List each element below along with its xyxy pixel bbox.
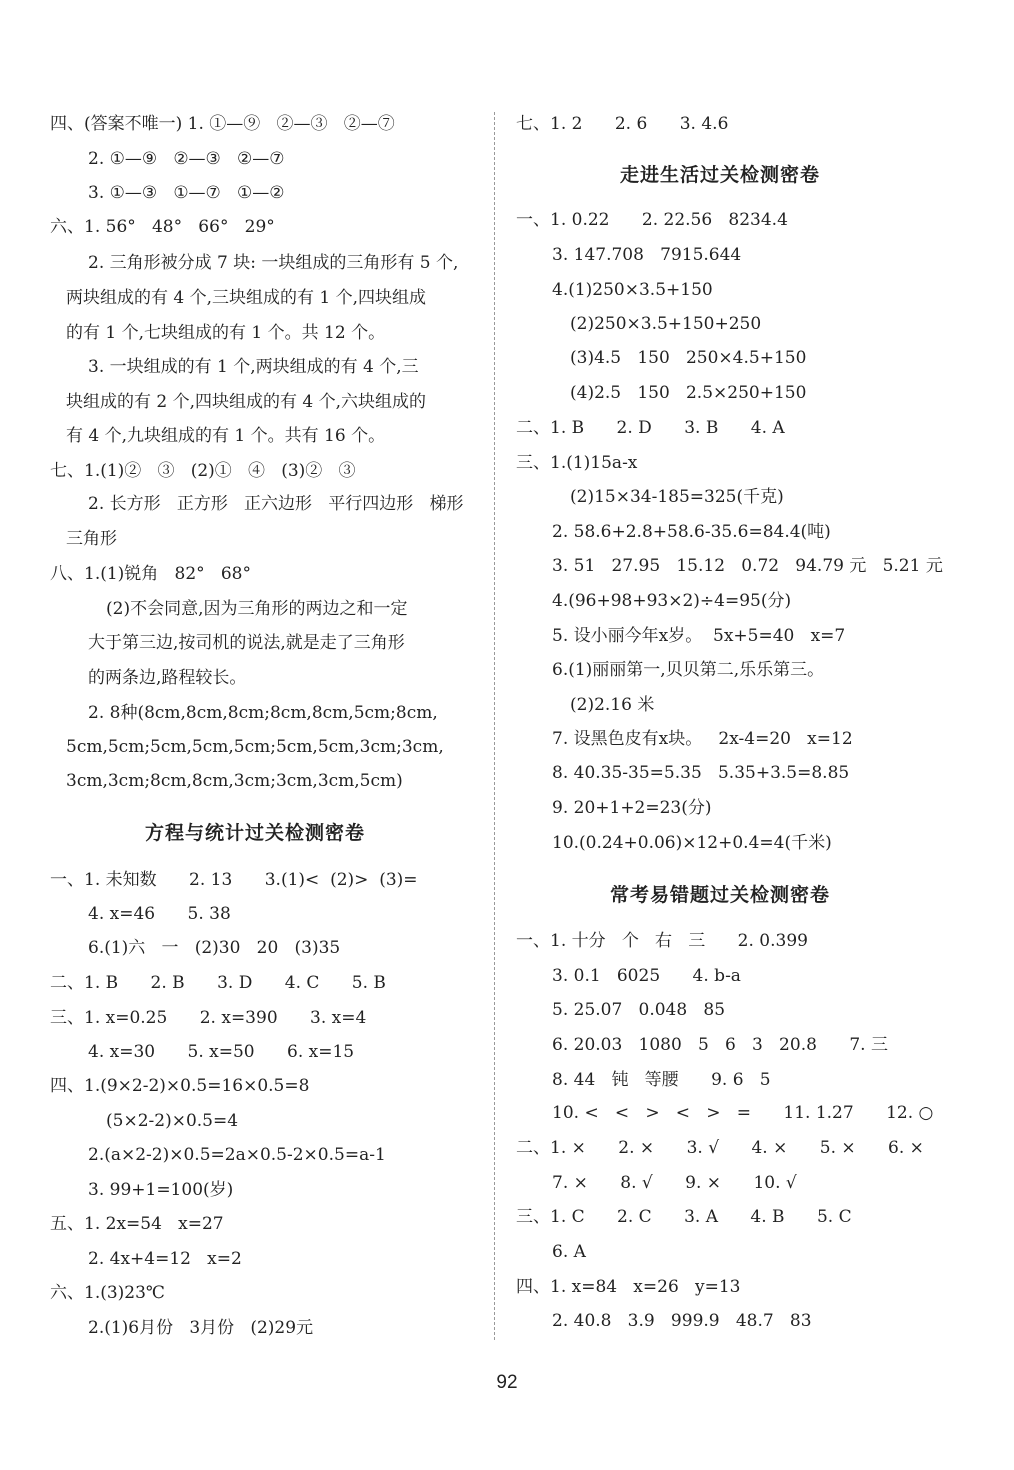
answer-line: 八、1.(1)锐角 82° 68° — [50, 564, 251, 584]
answer-line: 三、1. x=0.25 2. x=390 3. x=4 — [50, 1008, 367, 1028]
answer-line: 10. < < > < > = 11. 1.27 12. ○ — [552, 1103, 934, 1123]
answer-line: 2. ①—⑨ ②—③ ②—⑦ — [88, 149, 285, 169]
answer-line: 一、1. 未知数 2. 13 3.(1)< (2)> (3)= — [50, 870, 418, 890]
answer-line: (2)250×3.5+150+250 — [570, 314, 762, 334]
answer-line: 四、(答案不唯一) 1. ①—⑨ ②—③ ②—⑦ — [50, 114, 395, 134]
answer-line: 的有 1 个,七块组成的有 1 个。共 12 个。 — [66, 323, 386, 343]
answer-line: 二、1. B 2. D 3. B 4. A — [516, 418, 785, 438]
answer-line: 6.(1)六 一 (2)30 20 (3)35 — [88, 938, 341, 958]
answer-line: 6. 20.03 1080 5 6 3 20.8 7. 三 — [552, 1035, 888, 1055]
answer-line: 2. 58.6+2.8+58.6-35.6=84.4(吨) — [552, 522, 831, 542]
answer-line: 2.(1)6月份 3月份 (2)29元 — [88, 1318, 314, 1338]
answer-line: 三、1. C 2. C 3. A 4. B 5. C — [516, 1207, 852, 1227]
answer-line: 4. x=46 5. 38 — [88, 904, 231, 924]
answer-line: 四、1.(9×2-2)×0.5=16×0.5=8 — [50, 1076, 310, 1096]
answer-line: 4. x=30 5. x=50 6. x=15 — [88, 1042, 355, 1062]
answer-line: 三角形 — [66, 529, 117, 549]
answer-line: 7. × 8. √ 9. × 10. √ — [552, 1173, 797, 1193]
answer-line: 两块组成的有 4 个,三块组成的有 1 个,四块组成 — [66, 288, 427, 308]
answer-line: 四、1. x=84 x=26 y=13 — [516, 1277, 741, 1297]
answer-line: 3. 一块组成的有 1 个,两块组成的有 4 个,三 — [88, 357, 419, 377]
answer-line: 3. 147.708 7915.644 — [552, 245, 742, 265]
answer-line: 六、1.(3)23℃ — [50, 1283, 165, 1303]
answer-line: 2. 长方形 正方形 正六边形 平行四边形 梯形 — [88, 494, 464, 514]
answer-line: 2. 三角形被分成 7 块: 一块组成的三角形有 5 个, — [88, 253, 459, 273]
answer-line: 10.(0.24+0.06)×12+0.4=4(千米) — [552, 833, 832, 853]
answer-line: (2)2.16 米 — [570, 695, 655, 715]
answer-line: (2)不会同意,因为三角形的两边之和一定 — [106, 599, 408, 619]
answer-line: 5cm,5cm;5cm,5cm,5cm;5cm,5cm,3cm;3cm, — [66, 737, 444, 757]
answer-line: (3)4.5 150 250×4.5+150 — [570, 348, 807, 368]
section-title: 走进生活过关检测密卷 — [620, 164, 821, 186]
answer-line: (5×2-2)×0.5=4 — [106, 1111, 239, 1131]
answer-line: 8. 44 钝 等腰 9. 6 5 — [552, 1070, 771, 1090]
page-number: 92 — [496, 1372, 518, 1393]
answer-line: 一、1. 0.22 2. 22.56 8234.4 — [516, 210, 788, 230]
answer-line: 7. 设黑色皮有x块。 2x-4=20 x=12 — [552, 729, 853, 749]
answer-line: 3. 99+1=100(岁) — [88, 1180, 234, 1200]
answer-line: 二、1. × 2. × 3. √ 4. × 5. × 6. × — [516, 1138, 924, 1158]
answer-line: 二、1. B 2. B 3. D 4. C 5. B — [50, 973, 386, 993]
answer-line: (2)15×34-185=325(千克) — [570, 487, 784, 507]
answer-line: 七、1.(1)② ③ (2)① ④ (3)② ③ — [50, 461, 356, 481]
answer-line: 三、1.(1)15a-x — [516, 453, 638, 473]
section-title: 方程与统计过关检测密卷 — [145, 822, 366, 844]
answer-line: 2. 8种(8cm,8cm,8cm;8cm,8cm,5cm;8cm, — [88, 703, 438, 723]
answer-line: 3. 0.1 6025 4. b-a — [552, 966, 741, 986]
answer-line: 5. 设小丽今年x岁。 5x+5=40 x=7 — [552, 626, 846, 646]
answer-line: 9. 20+1+2=23(分) — [552, 798, 712, 818]
answer-line: 六、1. 56° 48° 66° 29° — [50, 217, 275, 237]
answer-line: 3. ①—③ ①—⑦ ①—② — [88, 183, 285, 203]
column-divider — [494, 112, 495, 1340]
answer-line: 的两条边,路程较长。 — [88, 668, 247, 688]
answer-line: 2. 4x+4=12 x=2 — [88, 1249, 242, 1269]
answer-line: 大于第三边,按司机的说法,就是走了三角形 — [88, 633, 405, 653]
answer-line: 七、1. 2 2. 6 3. 4.6 — [516, 114, 729, 134]
answer-line: 有 4 个,九块组成的有 1 个。共有 16 个。 — [66, 426, 386, 446]
answer-line: 2. 40.8 3.9 999.9 48.7 83 — [552, 1311, 812, 1331]
answer-line: 一、1. 十分 个 右 三 2. 0.399 — [516, 931, 808, 951]
answer-line: 3cm,3cm;8cm,8cm,3cm;3cm,3cm,5cm) — [66, 771, 403, 791]
answer-line: 块组成的有 2 个,四块组成的有 4 个,六块组成的 — [66, 392, 427, 412]
answer-line: 6. A — [552, 1242, 586, 1262]
answer-line: 4.(1)250×3.5+150 — [552, 280, 713, 300]
section-title: 常考易错题过关检测密卷 — [610, 884, 831, 906]
answer-line: (4)2.5 150 2.5×250+150 — [570, 383, 807, 403]
answer-line: 3. 51 27.95 15.12 0.72 94.79 元 5.21 元 — [552, 556, 943, 576]
answer-line: 4.(96+98+93×2)÷4=95(分) — [552, 591, 792, 611]
answer-line: 5. 25.07 0.048 85 — [552, 1000, 726, 1020]
answer-line: 2.(a×2-2)×0.5=2a×0.5-2×0.5=a-1 — [88, 1145, 386, 1165]
answer-line: 6.(1)丽丽第一,贝贝第二,乐乐第三。 — [552, 660, 825, 680]
answer-line: 五、1. 2x=54 x=27 — [50, 1214, 224, 1234]
answer-line: 8. 40.35-35=5.35 5.35+3.5=8.85 — [552, 763, 850, 783]
